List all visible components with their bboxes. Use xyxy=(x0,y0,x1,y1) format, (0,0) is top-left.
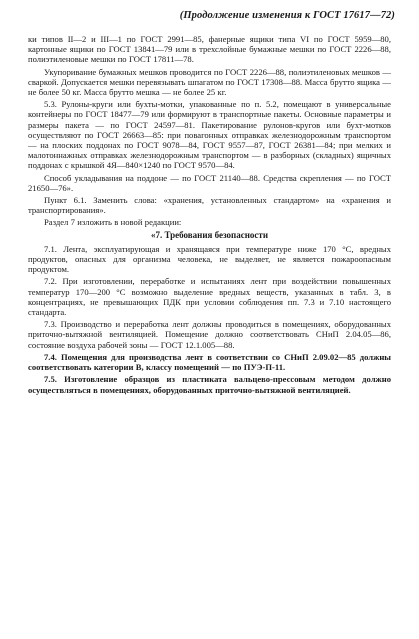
paragraph-7-1: 7.1. Лента, эксплуатирующая и хранящаяся при температуре ниже 170 °С, вредных продуктов, опасных для организма человека, не выделяет, не является пожароопасным продуктом. xyxy=(28,243,391,275)
paragraph-packaging-sealing: Укупоривание бумажных мешков проводится по ГОСТ 2226—88, полиэтиленовых мешков — сваркой. Допускается мешки перевязывать шпагатом по ГОСТ 17308—88. Масса брутто ящика — не более 50 кг. Масса брутто мешка — не более 25 кг. xyxy=(28,66,391,98)
document-body xyxy=(28,34,391,397)
paragraph-continuation: ки типов II—2 и III—1 по ГОСТ 2991—85, фанерные ящики типа VI по ГОСТ 5959—80, картонные ящики по ГОСТ 13841—79 или в трехслойные бумажные мешки по ГОСТ 2226—88, полиэтиленовые мешки по ГОСТ 17811—78. xyxy=(28,34,391,65)
paragraph-7-4: 7.4. Помещения для производства лент в соответствии со СНиП 2.09.02—85 должны соответствовать категории В, классу помещений — по ПУЭ-П-11. xyxy=(28,351,391,373)
paragraph-7-3: 7.3. Производство и переработка лент должны проводиться в помещениях, оборудованных приточно-вытяжной вентиляцией. Помещение должно соответствовать СНиП 2.04.05—86, состояние воздуха рабочей зоны — ГОСТ 12.1.005—88. xyxy=(28,319,391,350)
section-7-title: «7. Требования безопасности xyxy=(150,229,269,240)
paragraph-7-5: 7.5. Изготовление образцов из пластиката вальцево-прессовым методом должно осуществляться в помещениях, оборудованных приточно-вытяжной вентиляцией. xyxy=(28,374,391,395)
paragraph-5-3: 5.3. Рулоны-круги или бухты-мотки, упакованные по п. 5.2, помещают в универсальные контейнеры по ГОСТ 18477—79 или формируют в транспортные пакеты. Основные параметры и размеры пакета — по ГОСТ 24597—81. Пакетирование рулонов-кругов или бухт-мотков осуществляют по ГОСТ 26663—85: при повагонных отправках железнодорожным транспортом — на плоских поддонах по ГОСТ 9078—84, ГОСТ 9557—87, ГОСТ 26381—84; при мелких и малотоннажных отправках железнодорожным транспортом — в разборных (складных) ящичных поддонах с крышкой 4Я—840×1240 по ГОСТ 9570—84. xyxy=(28,99,391,171)
page-header: (Продолжение изменения к ГОСТ 17617—72) xyxy=(179,10,395,21)
paragraph-7-2: 7.2. При изготовлении, переработке и испытаниях лент при воздействии повышенных температур 170—200 °С возможно выделение вредных веществ, указанных в табл. 3, в концентрациях, не превышающих ПДК при условии соблюдения пп. 7.3 и 7.10 настоящего стандарта. xyxy=(28,276,391,318)
paragraph-section-7-intro: Раздел 7 изложить в новой редакции: xyxy=(44,217,182,228)
paragraph-6-1-replacement: Пункт 6.1. Заменить слова: «хранения, установленных стандартом» на «хранения и транспортирования». xyxy=(28,195,391,216)
paragraph-stacking-method: Способ укладывания на поддоне — по ГОСТ 21140—88. Средства скрепления — по ГОСТ 21650—76». xyxy=(28,172,391,193)
